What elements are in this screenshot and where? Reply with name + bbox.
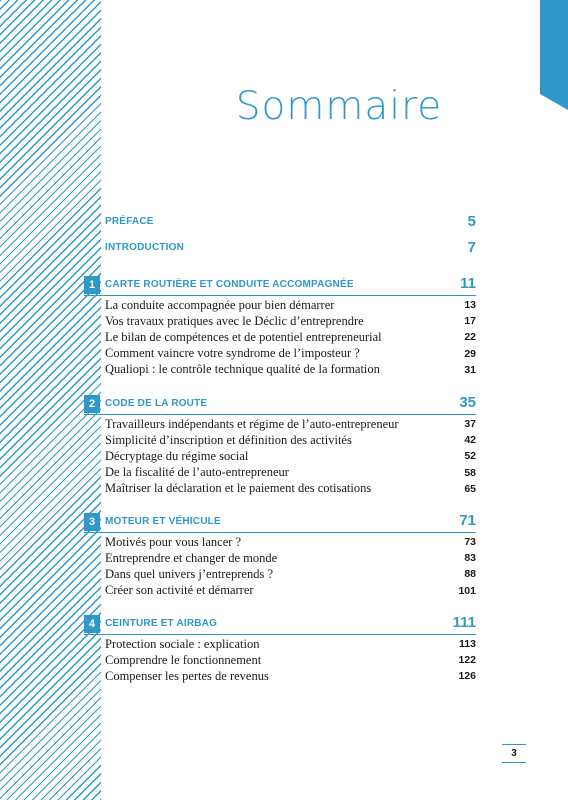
chapter-title: CEINTURE ET AIRBAG bbox=[105, 618, 218, 629]
toc-entry[interactable] bbox=[105, 652, 476, 668]
toc-entry-label: Compenser les pertes de revenus bbox=[105, 668, 269, 683]
page-title: Sommaire bbox=[235, 84, 443, 129]
chapter-number-badge: 1 bbox=[84, 276, 100, 294]
toc-preface[interactable] bbox=[105, 212, 476, 230]
toc-preface-label: PRÉFACE bbox=[105, 215, 154, 227]
chapter-1-entries bbox=[105, 297, 476, 378]
toc-entry-label: Dans quel univers j’entreprends ? bbox=[105, 566, 273, 581]
toc-entry-label: Qualiopi : le contrôle technique qualité de la formation bbox=[105, 362, 380, 377]
toc-entry-page: 37 bbox=[464, 418, 476, 431]
chapter-4-entries bbox=[105, 636, 476, 685]
toc-entry[interactable] bbox=[105, 583, 476, 599]
toc-entry[interactable] bbox=[105, 566, 476, 582]
toc-entry[interactable] bbox=[105, 448, 476, 464]
toc-entry-label: La conduite accompagnée pour bien démarrer bbox=[105, 297, 335, 312]
chapter-page: 11 bbox=[460, 275, 476, 292]
toc-entry-page: 31 bbox=[464, 363, 476, 376]
toc-introduction[interactable] bbox=[105, 238, 476, 256]
toc-entry-label: Vos travaux pratiques avec le Déclic d’entreprendre bbox=[105, 313, 364, 328]
chapter-page: 35 bbox=[459, 394, 476, 411]
toc-entry-page: 29 bbox=[464, 347, 476, 360]
toc-entry-page: 122 bbox=[458, 654, 476, 667]
toc-entry[interactable] bbox=[105, 668, 476, 684]
toc-entry-page: 22 bbox=[464, 331, 476, 344]
chapter-page: 71 bbox=[459, 512, 476, 529]
toc-introduction-label: INTRODUCTION bbox=[105, 241, 185, 253]
chapter-2-header[interactable] bbox=[84, 395, 476, 415]
toc-entry[interactable] bbox=[105, 297, 476, 313]
toc-entry-label: Créer son activité et démarrer bbox=[105, 583, 254, 598]
toc-entry-page: 58 bbox=[464, 466, 476, 479]
toc-entry-label: De la fiscalité de l’auto-entrepreneur bbox=[105, 465, 289, 480]
toc-entry-page: 73 bbox=[464, 536, 476, 549]
toc-entry-page: 113 bbox=[459, 638, 476, 651]
chapter-1-header[interactable] bbox=[84, 276, 476, 296]
chapter-number-badge: 4 bbox=[84, 615, 100, 633]
toc-entry-label: Comprendre le fonctionnement bbox=[105, 652, 262, 667]
toc-entry-page: 126 bbox=[458, 670, 476, 683]
chapter-2-entries bbox=[105, 416, 476, 497]
toc-entry[interactable] bbox=[105, 432, 476, 448]
chapter-3-entries bbox=[105, 534, 476, 599]
toc-entry-label: Décryptage du régime social bbox=[105, 448, 249, 463]
toc-entry-label: Simplicité d’inscription et définition des activités bbox=[105, 432, 352, 447]
chapter-title: CODE DE LA ROUTE bbox=[105, 398, 208, 409]
toc-entry[interactable] bbox=[105, 636, 476, 652]
chapter-title: MOTEUR ET VÉHICULE bbox=[105, 516, 221, 527]
chapter-4-header[interactable] bbox=[84, 615, 476, 635]
toc-entry-label: Protection sociale : explication bbox=[105, 636, 260, 651]
toc-entry-page: 65 bbox=[464, 482, 476, 495]
toc-entry[interactable] bbox=[105, 534, 476, 550]
toc-entry-page: 42 bbox=[464, 434, 476, 447]
toc-entry-page: 88 bbox=[464, 568, 476, 581]
toc-entry-page: 17 bbox=[464, 315, 476, 328]
page-number: 3 bbox=[502, 744, 526, 763]
chapter-title: CARTE ROUTIÈRE ET CONDUITE ACCOMPAGNÉE bbox=[105, 279, 354, 290]
toc-entry-label: Comment vaincre votre syndrome de l’imposteur ? bbox=[105, 346, 360, 361]
chapter-number-badge: 3 bbox=[84, 513, 100, 531]
toc-entry[interactable] bbox=[105, 362, 476, 378]
toc-entry-page: 13 bbox=[464, 299, 476, 312]
toc-entry-label: Maîtriser la déclaration et le paiement des cotisations bbox=[105, 481, 372, 496]
toc-entry[interactable] bbox=[105, 346, 476, 362]
toc-entry-page: 83 bbox=[464, 552, 476, 565]
toc-preface-page: 5 bbox=[467, 212, 476, 230]
toc-entry-label: Entreprendre et changer de monde bbox=[105, 550, 278, 565]
toc-entry-label: Le bilan de compétences et de potentiel entrepreneurial bbox=[105, 329, 382, 344]
chapter-page: 111 bbox=[452, 614, 476, 631]
toc-entry-label: Motivés pour vous lancer ? bbox=[105, 534, 242, 549]
toc-entry[interactable] bbox=[105, 481, 476, 497]
chapter-number-badge: 2 bbox=[84, 395, 100, 413]
toc-entry[interactable] bbox=[105, 313, 476, 329]
toc-entry[interactable] bbox=[105, 465, 476, 481]
toc-entry[interactable] bbox=[105, 550, 476, 566]
toc-entry[interactable] bbox=[105, 416, 476, 432]
chapter-3-header[interactable] bbox=[84, 513, 476, 533]
toc-entry-label: Travailleurs indépendants et régime de l’auto-entrepreneur bbox=[105, 416, 399, 431]
toc-entry-page: 52 bbox=[464, 450, 476, 463]
toc-entry[interactable] bbox=[105, 329, 476, 345]
toc-entry-page: 101 bbox=[458, 584, 476, 597]
toc-introduction-page: 7 bbox=[467, 238, 476, 256]
